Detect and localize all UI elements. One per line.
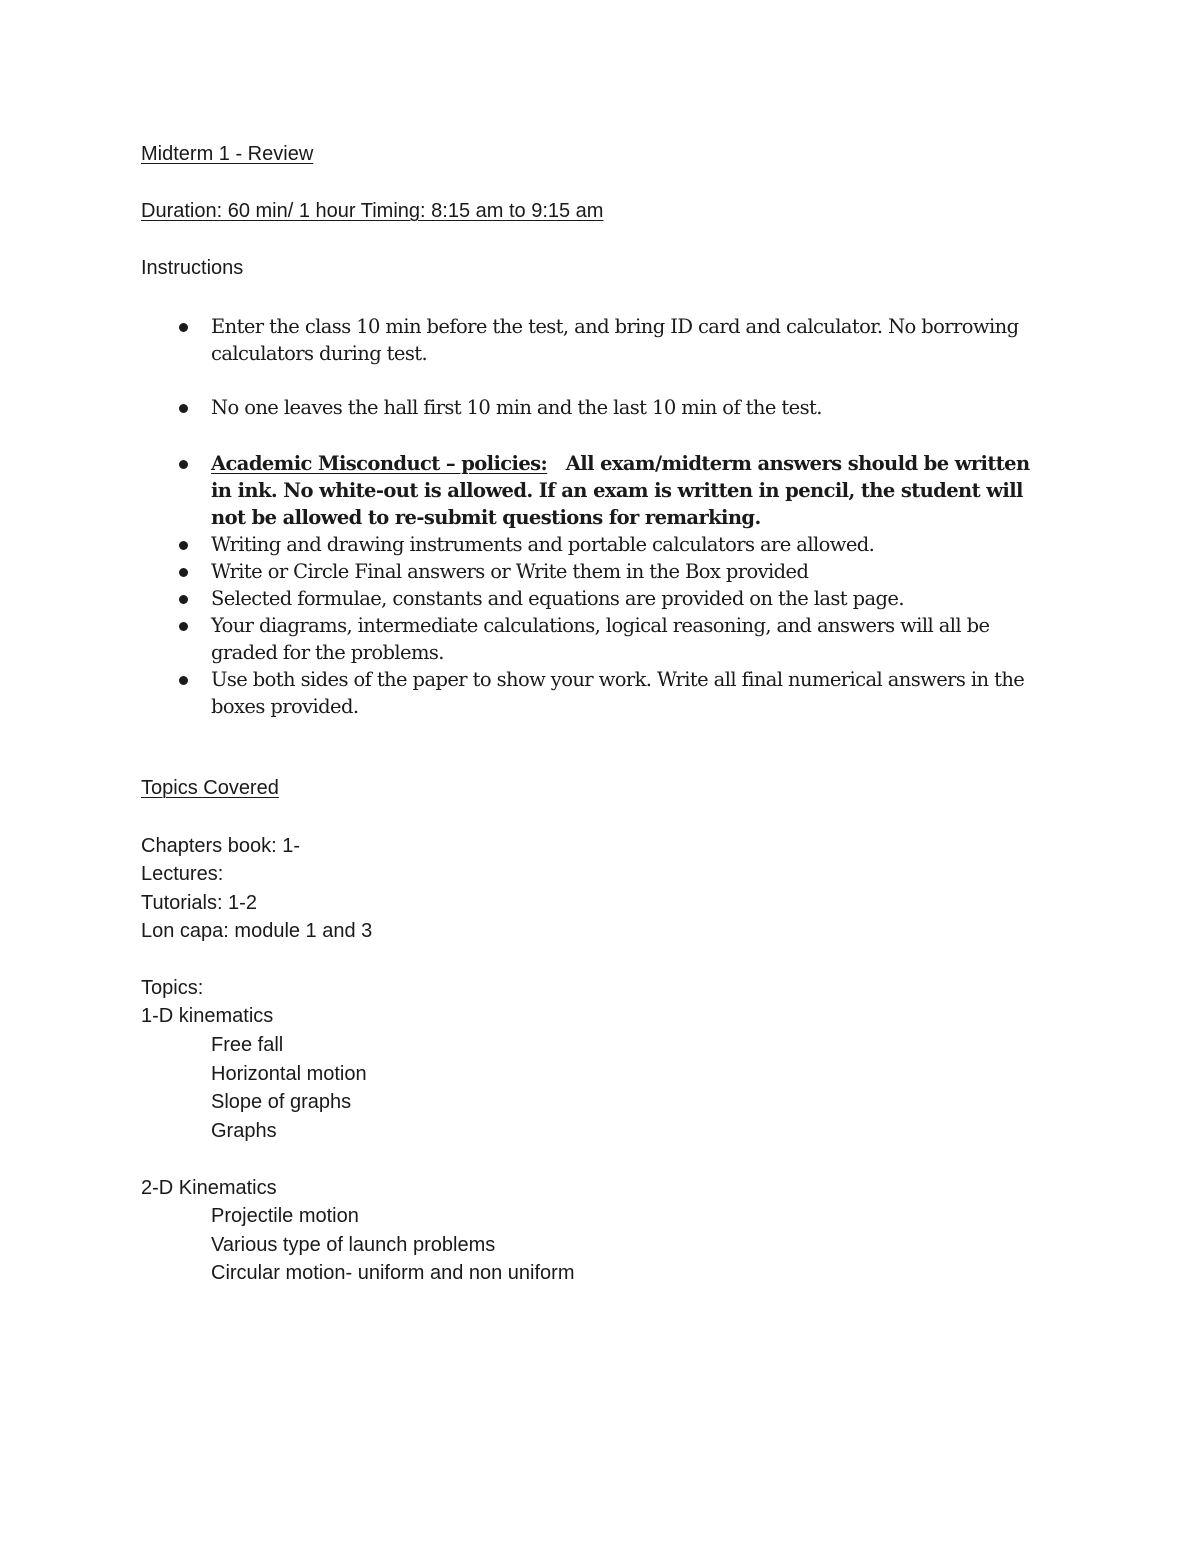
bullet-icon	[179, 568, 188, 577]
list-item	[170, 666, 1050, 720]
topic-item: Horizontal motion	[211, 1063, 367, 1085]
topic-item: Slope of graphs	[211, 1091, 352, 1113]
misconduct-item	[170, 450, 1050, 531]
list-item	[170, 558, 1050, 585]
list-item	[170, 585, 1050, 612]
list-item-text: Selected formulae, constants and equations are provided on the last page.	[211, 587, 904, 610]
bullet-icon	[179, 323, 188, 332]
topic-item: Projectile motion	[211, 1205, 359, 1227]
kinematics-2d-heading: 2-D Kinematics	[141, 1177, 277, 1199]
kinematics-1d-heading: 1-D kinematics	[141, 1005, 274, 1027]
coverage-loncapa: Lon capa: module 1 and 3	[141, 920, 373, 942]
instruction-list-1	[170, 313, 1050, 421]
list-item-text: Use both sides of the paper to show your work. Write all final numerical answers in the boxes provided.	[211, 668, 1025, 718]
list-item-text: Writing and drawing instruments and portable calculators are allowed.	[211, 533, 875, 556]
bullet-icon	[179, 595, 188, 604]
coverage-lectures: Lectures:	[141, 863, 224, 885]
list-item	[170, 313, 1050, 367]
duration-line: Duration: 60 min/ 1 hour Timing: 8:15 am to 9:15 am	[141, 200, 604, 222]
list-item	[170, 612, 1050, 666]
bullet-icon	[179, 676, 188, 685]
topic-item: Graphs	[211, 1120, 277, 1142]
coverage-tutorials: Tutorials: 1-2	[141, 892, 257, 914]
topic-item: Various type of launch problems	[211, 1234, 496, 1256]
list-item-text: Enter the class 10 min before the test, and bring ID card and calculator. No borrowing calculators during test.	[211, 315, 1019, 365]
bullet-icon	[179, 622, 188, 631]
instructions-heading: Instructions	[141, 257, 244, 279]
list-item-text: Write or Circle Final answers or Write them in the Box provided	[211, 560, 809, 583]
bullet-icon	[179, 404, 188, 413]
bullet-icon	[179, 541, 188, 550]
list-item-text: No one leaves the hall first 10 min and the last 10 min of the test.	[211, 396, 822, 419]
topics-covered-heading: Topics Covered	[141, 777, 279, 799]
list-item-text: Your diagrams, intermediate calculations, logical reasoning, and answers will all be graded for the problems.	[211, 614, 990, 664]
list-item	[170, 394, 1050, 421]
misconduct-label: Academic Misconduct – policies:	[211, 452, 548, 475]
coverage-chapters: Chapters book: 1-	[141, 835, 300, 857]
topics-label: Topics:	[141, 977, 204, 999]
list-item	[170, 531, 1050, 558]
topic-item: Free fall	[211, 1034, 284, 1056]
instruction-list-2	[170, 450, 1050, 720]
misconduct-text: All exam/midterm answers should be written in ink. No white-out is allowed. If an exam is written in pencil, the student will not be allowed to re-submit questions for remarking.	[211, 452, 1030, 529]
topic-item: Circular motion- uniform and non uniform	[211, 1262, 575, 1284]
bullet-icon	[179, 460, 188, 469]
page-title: Midterm 1 - Review	[141, 143, 314, 165]
